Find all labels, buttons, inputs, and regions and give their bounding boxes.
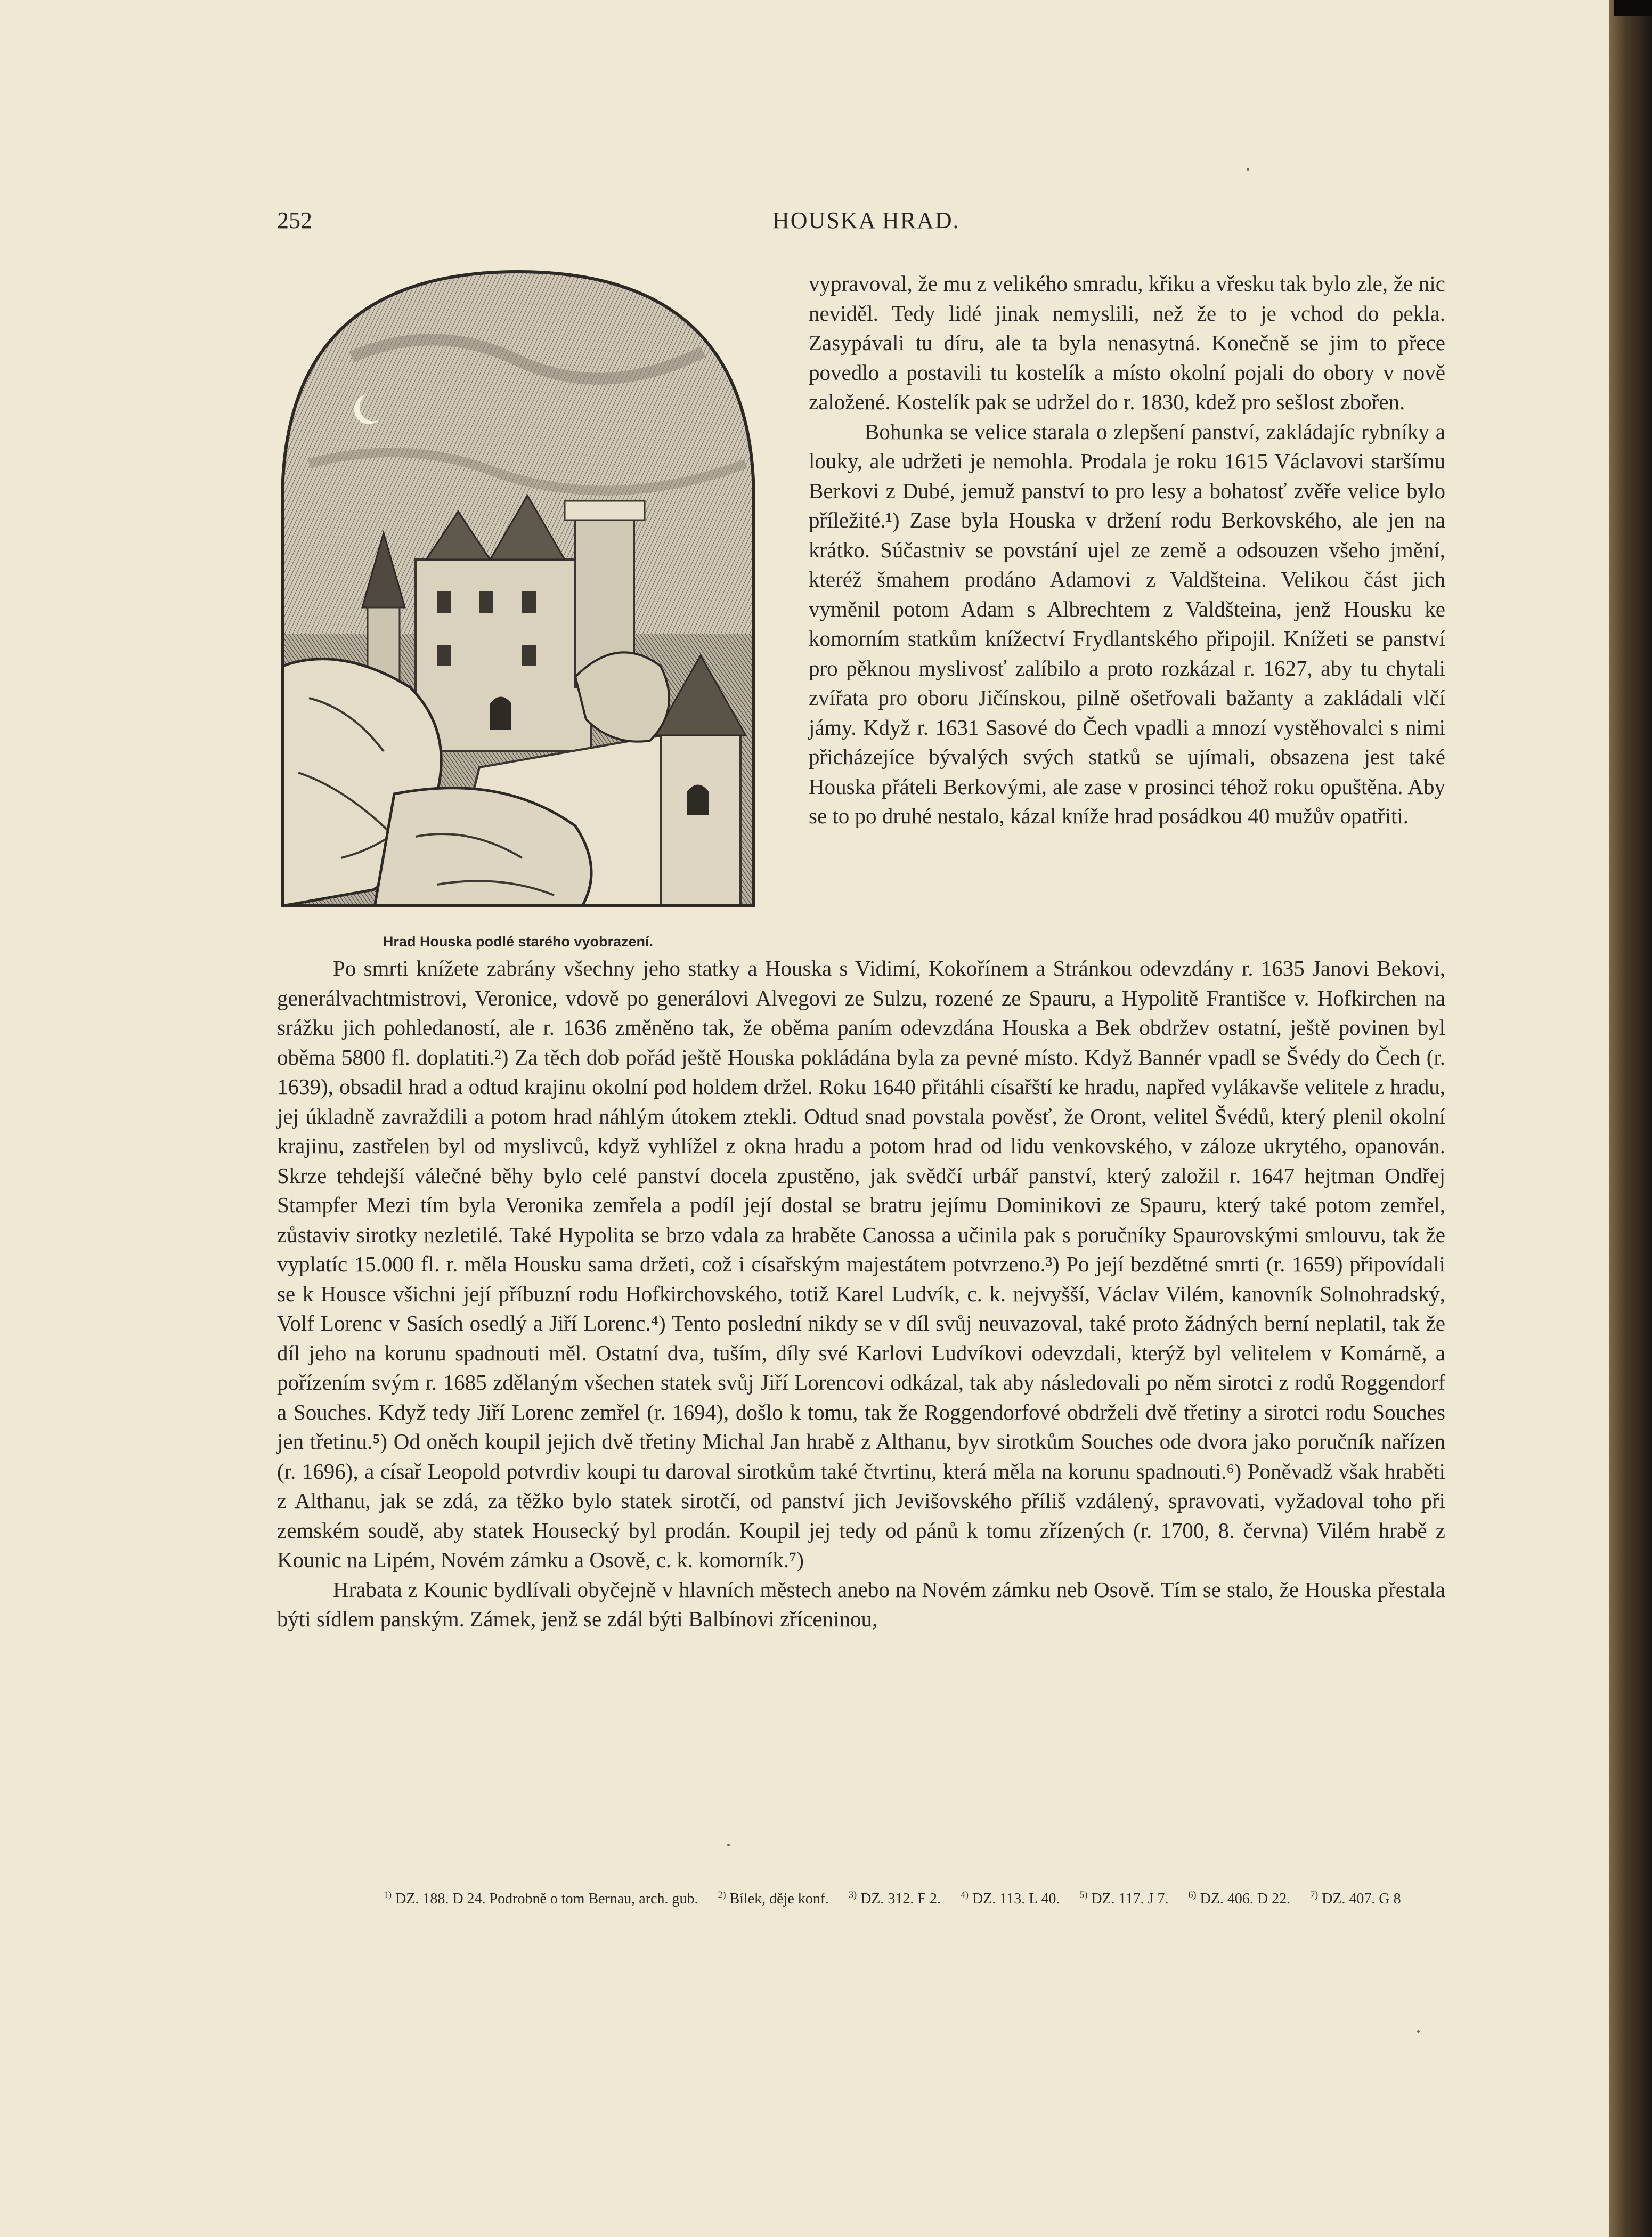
footnote: $^{1)}$ DZ. 188. D 24. Podrobně o tom Bernau, arch. gub. (384, 1889, 698, 1907)
footnote: $^{4)}$ DZ. 113. L 40. (961, 1889, 1060, 1907)
footnote: $^{3)}$ DZ. 312. F 2. (849, 1889, 941, 1907)
footnote: $^{7)}$ DZ. 407. G 8 (1310, 1889, 1401, 1907)
footnotes (277, 1889, 1445, 1909)
page-number: 252 (277, 207, 312, 233)
paragraph: Bohunka se velice starala o zlepšení panství, zakládajíc rybníky a louky, ale udržeti je nemohla. Prodala je roku 1615 Václavovi staršímu Berkovi z Dubé, jemuž panství to pro lesy a bohatosť zvěře velice bylo příležité.¹) Zase byla Houska v držení rodu Berkovského, ale jen na krátko. Súčastniv se povstání ujel ze země a odsouzen všeho jmění, kteréž šmahem prodáno Adamovi z Valdšteina. Velikou část jich vyměnil potom Adam s Albrechtem z Valdšteina, jenž Housku ke komorním statkům knížectví Frydlantského připojil. Knížeti se panství pro pěknou myslivosť zalíbilo a proto rozkázal r. 1627, aby tu chytali zvířata pro oboru Jičínskou, pilně ošetřovali bažanty a zakládali vlčí jámy. Když r. 1631 Sasové do Čech vpadli a mnozí vystěhovalci s nimi přicházejíce bývalých svých statků se ujímali, obsazena jest také Houska přáteli Berkovými, ale zase v prosinci téhož roku opuštěna. Aby se to po druhé nestalo, kázal kníže hrad posádkou 40 mužův opatřiti. (809, 419, 1445, 828)
right-column-text (809, 269, 1445, 831)
castle-engraving (277, 261, 759, 922)
footnote: $^{5)}$ DZ. 117. J 7. (1079, 1889, 1169, 1907)
footnote: $^{2)}$ Bílek, děje konf. (718, 1889, 829, 1907)
full-width-text (277, 954, 1445, 1634)
figure-caption: Hrad Houska podlé starého vyobrazení. (383, 934, 654, 950)
book-spine-edge (1609, 0, 1652, 2237)
paragraph: Hrabata z Kounic bydlívali obyčejně v hlavních městech anebo na Novém zámku neb Osově. Tím se stalo, že Houska přestala býti sídlem panským. Zámek, jenž se zdál býti Balbínovi zříceninou, (277, 1577, 1445, 1631)
running-head: HOUSKA HRAD. (772, 207, 960, 233)
footnote: $^{6)}$ DZ. 406. D 22. (1188, 1889, 1291, 1907)
dark-corner (1614, 0, 1652, 16)
castle-illustration (277, 261, 759, 922)
paper-speck (1247, 168, 1249, 171)
paragraph: Po smrti knížete zabrány všechny jeho statky a Houska s Vidimí, Kokořínem a Stránkou odevzdány r. 1635 Janovi Bekovi, generálvachtmistrovi, Veronice, vdově po generálovi Alvegovi ze Sulzu, rozené ze Spauru, a Hypolitě Františce v. Hofkirchen na srážku jich pohledaností, ale r. 1636 změněno tak, že oběma paním odevzdána Houska a Bek obdržev ostatní, ještě povinen byl oběma 5800 fl. doplatiti.²) Za těch dob pořád ještě Houska pokládána byla za pevné místo. Když Bannér vpadl se Švédy do Čech (r. 1639), obsadil hrad a odtud krajinu okolní pod holdem držel. Roku 1640 přitáhli císařští ke hradu, napřed vylákavše velitele z hradu, jej úkladně zavraždili a potom hrad náhlým útokem ztekli. Odtud snad povstala pověsť, že Oront, velitel Švédů, který plenil okolní krajinu, zastřelen byl od myslivců, když vyhlížel z okna hradu a potom hrad od lidu venkovského, v záloze ukrytého, opanován. Skrze tehdejší válečné běhy bylo celé panství docela zpustěno, jak svědčí urbář panství, který založil r. 1647 hejtman Ondřej Stampfer Mezi tím byla Veronika zemřela a podíl její dostal se bratru jejímu Dominikovi ze Spauru, který také potom zemřel, zůstaviv sirotky nezletilé. Také Hypolita se brzo vdala za hraběte Canossa a učinila pak s poručníky Spaurovskými smlouvu, tak že vyplatíc 15.000 fl. r. měla Housku sama držeti, což i císařským majestátem potvrzeno.³) Po její bezdětné smrti (r. 1659) připovídali se k Housce všichni její příbuzní rodu Hofkirchovského, totiž Karel Ludvík, c. k. nejvyšší, Václav Vilém, kanovník Solnohradský, Volf Lorenc v Sasích osedlý a Jiří Lorenc.⁴) Tento poslední nikdy se v díl svůj neuvazoval, také proto žádných berní neplatil, tak že díl jeho na korunu spadnouti měl. Ostatní dva, tuším, díly své Karlovi Ludvíkovi odevzdali, kterýž byl velitelem v Komárně, a pořízením svým r. 1685 zdělaným všechen statek svůj Jiří Lorencovi odkázal, tak aby následovali po něm sirotci z rodů Roggendorf a Souches. Když tedy Jiří Lorenc zemřel (r. 1694), došlo k tomu, tak že Roggendorfové obdrželi dvě třetiny a sirotci rodu Souches jen třetinu.⁵) Od oněch koupil jejich dvě třetiny Michal Jan hrabě z Althanu, byv sirotkům Souches ode dvora jako poručník nařízen (r. 1696), a císař Leopold potvrdiv koupi tu daroval sirotkům také čtvrtinu, která měla na korunu spadnouti.⁶) Poněvadž však hraběti z Althanu, jak se zdá, za těžko bylo statek sirotčí, od panství jich Jevišovského příliš vzdálený, spravovati, vyžadoval toho při zemském soudě, aby statek Housecký byl prodán. Koupil jej tedy od pánů k tomu zřízených (r. 1700, 8. června) Vilém hrabě z Kounic na Lipém, Novém zámku a Osově, c. k. komorník.⁷) (277, 956, 1445, 1572)
paragraph: vypravoval, že mu z velikého smradu, křiku a vřesku tak bylo zle, že nic neviděl. Tedy lidé jinak nemyslili, než že to je vchod do pekla. Zasypávali tu díru, ale ta byla nenasytná. Konečně se jim to přece povedlo a postavili tu kostelík a místo okolní pojali do obory v nově založené. Kostelík pak se udržel do r. 1830, kdež pro sešlost zbořen. (809, 271, 1445, 414)
paper-speck (727, 1844, 730, 1846)
paper-speck (1417, 2030, 1420, 2033)
